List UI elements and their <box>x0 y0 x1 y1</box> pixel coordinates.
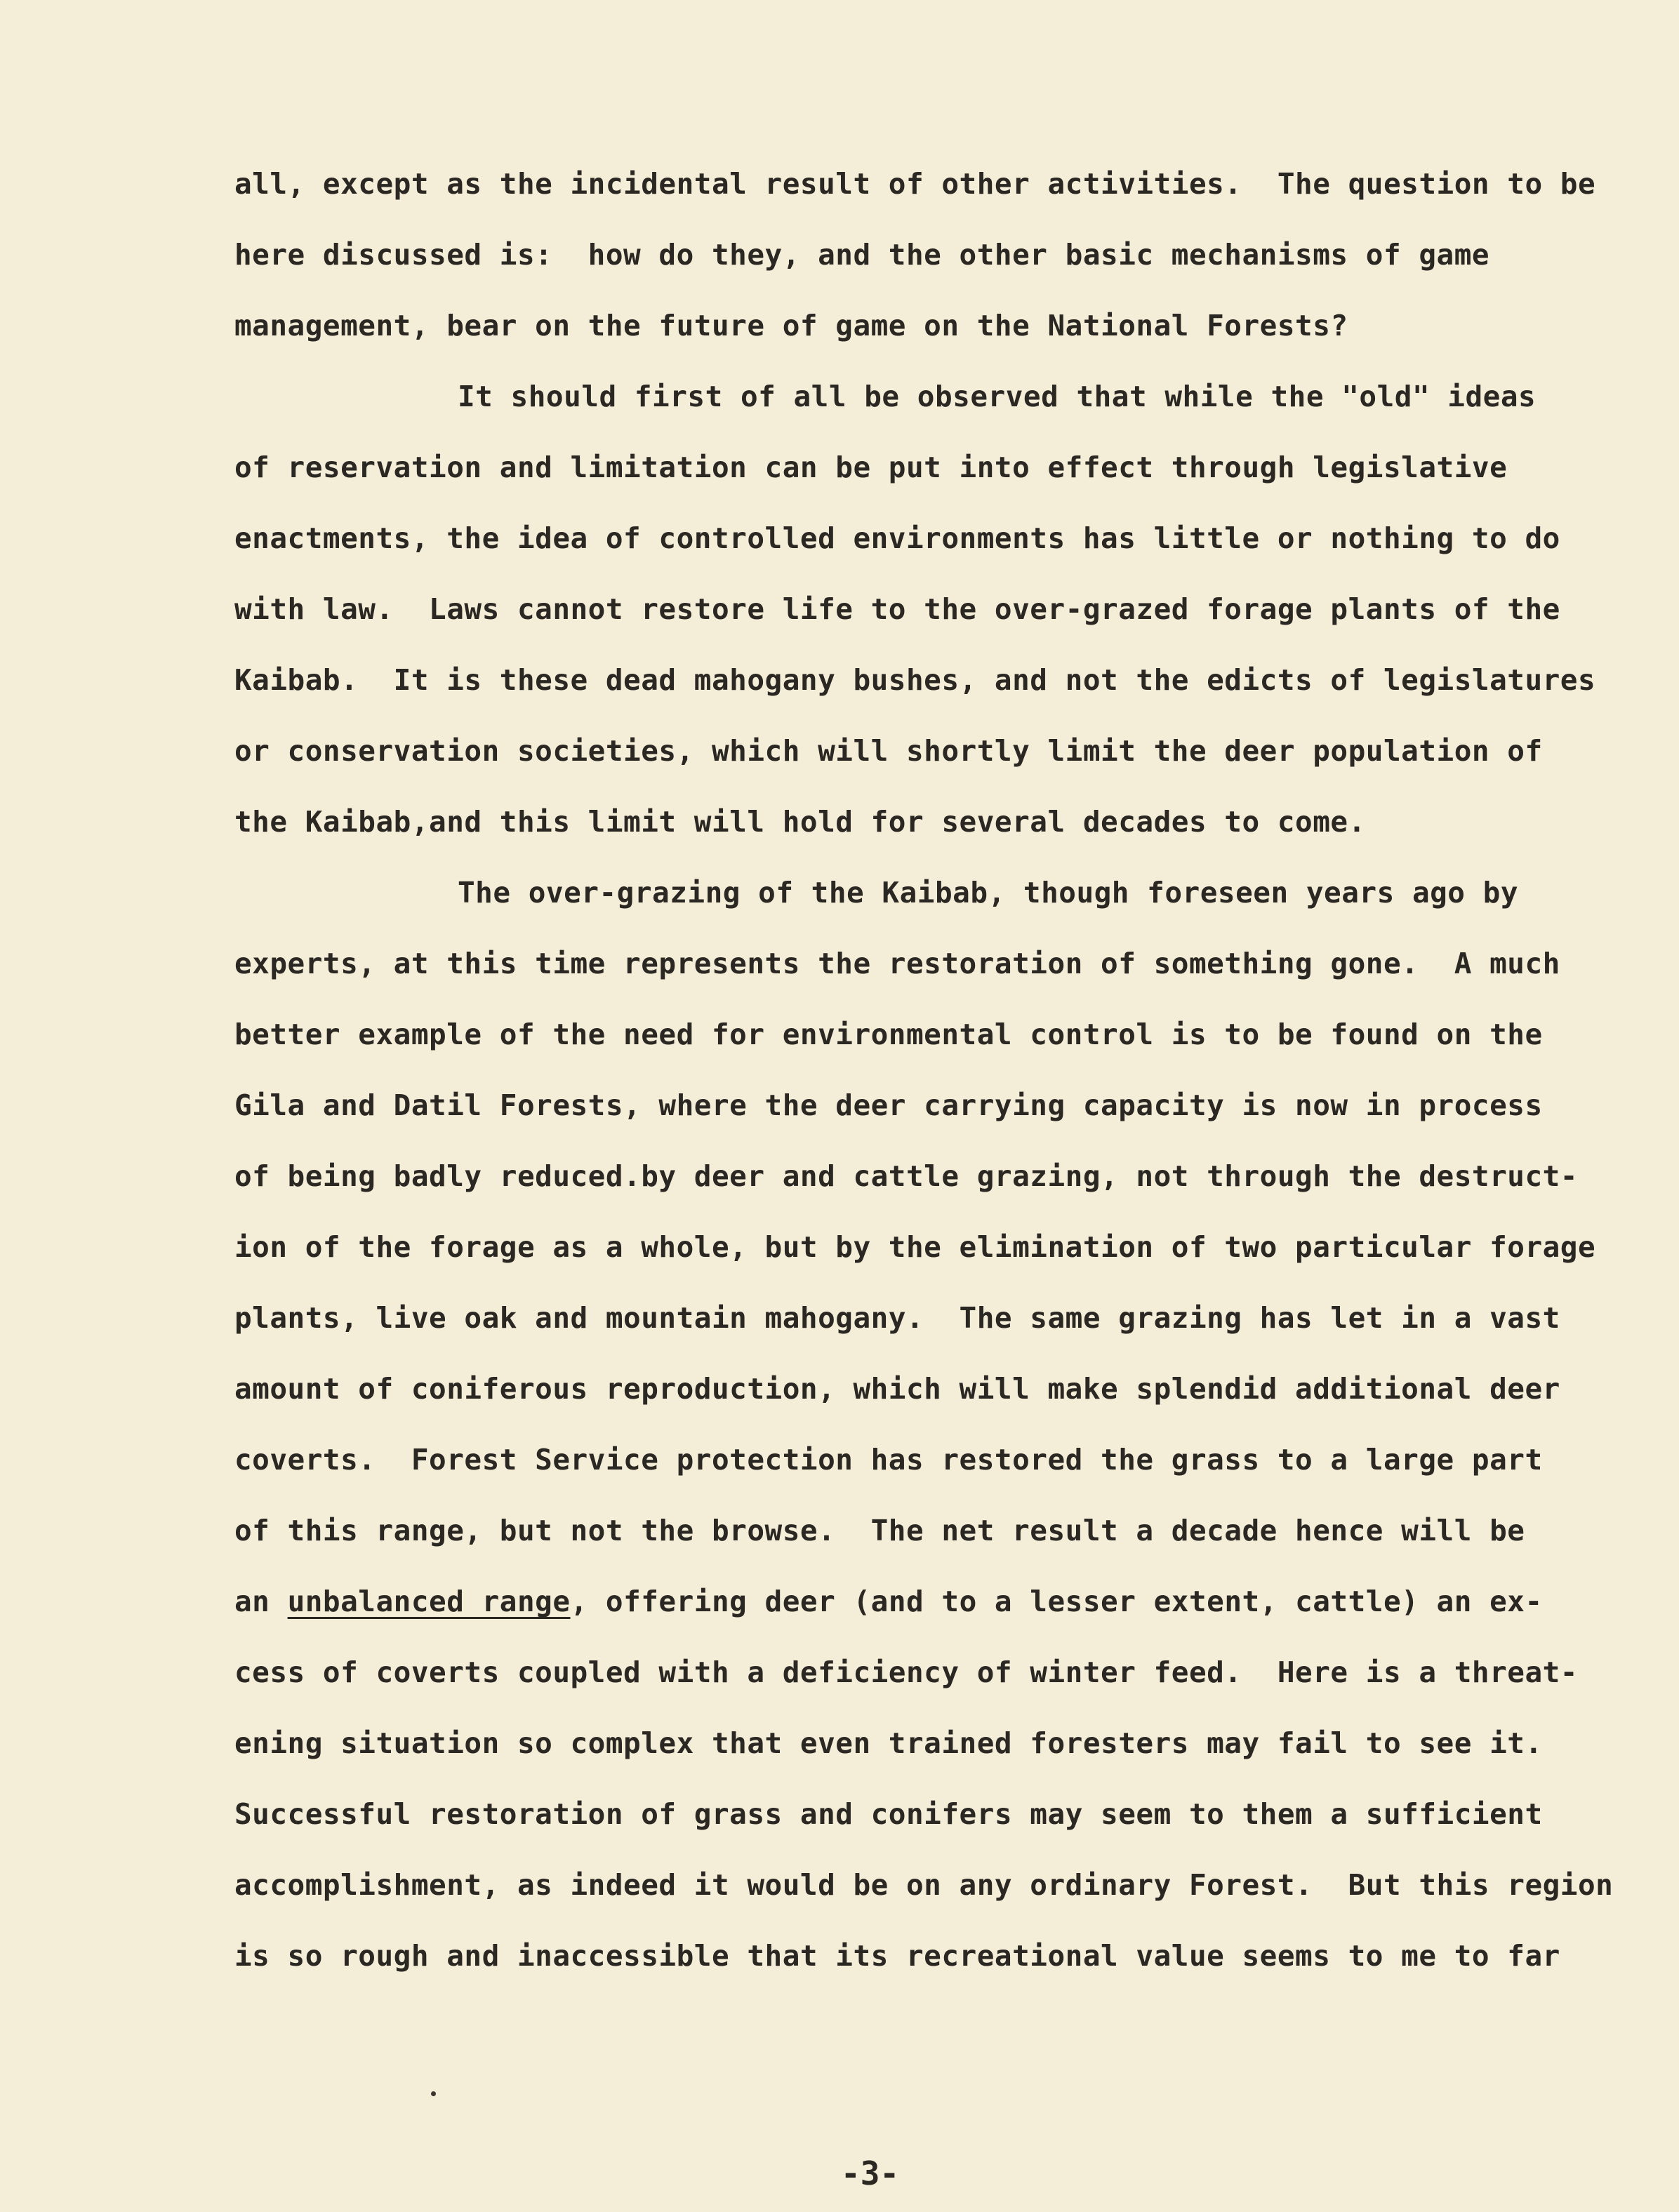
text-line: the Kaibab,and this limit will hold for several decades to come. <box>234 805 1366 839</box>
paragraph-start-line: It should first of all be observed that while the "old" ideas <box>458 380 1537 413</box>
text-line: is so rough and inaccessible that its recreational value seems to me to far <box>234 1939 1560 1973</box>
line-prefix: an <box>234 1585 288 1618</box>
text-line: or conservation societies, which will shortly limit the deer population of <box>234 734 1543 768</box>
text-line: all, except as the incidental result of other activities. The question to be <box>234 167 1596 201</box>
paragraph-start-line: The over-grazing of the Kaibab, though foreseen years ago by <box>458 876 1519 910</box>
body-text <box>234 149 1614 1992</box>
text-line: Gila and Datil Forests, where the deer carrying capacity is now in process <box>234 1088 1543 1122</box>
text-line: plants, live oak and mountain mahogany. The same grazing has let in a vast <box>234 1301 1560 1335</box>
text-line: Kaibab. It is these dead mahogany bushes, and not the edicts of legislatures <box>234 663 1596 697</box>
text-line: better example of the need for environmental control is to be found on the <box>234 1018 1543 1051</box>
underlined-phrase: unbalanced range <box>287 1585 571 1618</box>
text-line: of this range, but not the browse. The net result a decade hence will be <box>234 1514 1525 1547</box>
text-line: amount of coniferous reproduction, which will make splendid additional deer <box>234 1372 1560 1406</box>
text-line: coverts. Forest Service protection has restored the grass to a large part <box>234 1443 1543 1477</box>
page-number: -3- <box>841 2154 900 2192</box>
text-line: of being badly reduced.by deer and cattle grazing, not through the destruct- <box>234 1159 1578 1193</box>
text-line: cess of coverts coupled with a deficiency of winter feed. Here is a threat- <box>234 1655 1578 1689</box>
text-line: ening situation so complex that even trained foresters may fail to see it. <box>234 1726 1543 1760</box>
text-line-with-underline <box>234 1566 1610 1637</box>
text-line: Successful restoration of grass and conifers may seem to them a sufficient <box>234 1797 1543 1831</box>
text-line: enactments, the idea of controlled environments has little or nothing to do <box>234 521 1560 555</box>
text-line: here discussed is: how do they, and the other basic mechanisms of game <box>234 238 1490 272</box>
line-suffix: , offering deer (and to a lesser extent, cattle) an ex- <box>570 1585 1543 1618</box>
text-line: accomplishment, as indeed it would be on any ordinary Forest. But this region <box>234 1868 1614 1902</box>
ink-speck <box>431 2091 436 2096</box>
text-line: of reservation and limitation can be put into effect through legislative <box>234 451 1508 484</box>
text-line: with law. Laws cannot restore life to the over-grazed forage plants of the <box>234 592 1560 626</box>
text-line: management, bear on the future of game on the National Forests? <box>234 309 1348 342</box>
text-line: ion of the forage as a whole, but by the elimination of two particular forage <box>234 1230 1596 1264</box>
text-line: experts, at this time represents the restoration of something gone. A much <box>234 947 1560 980</box>
